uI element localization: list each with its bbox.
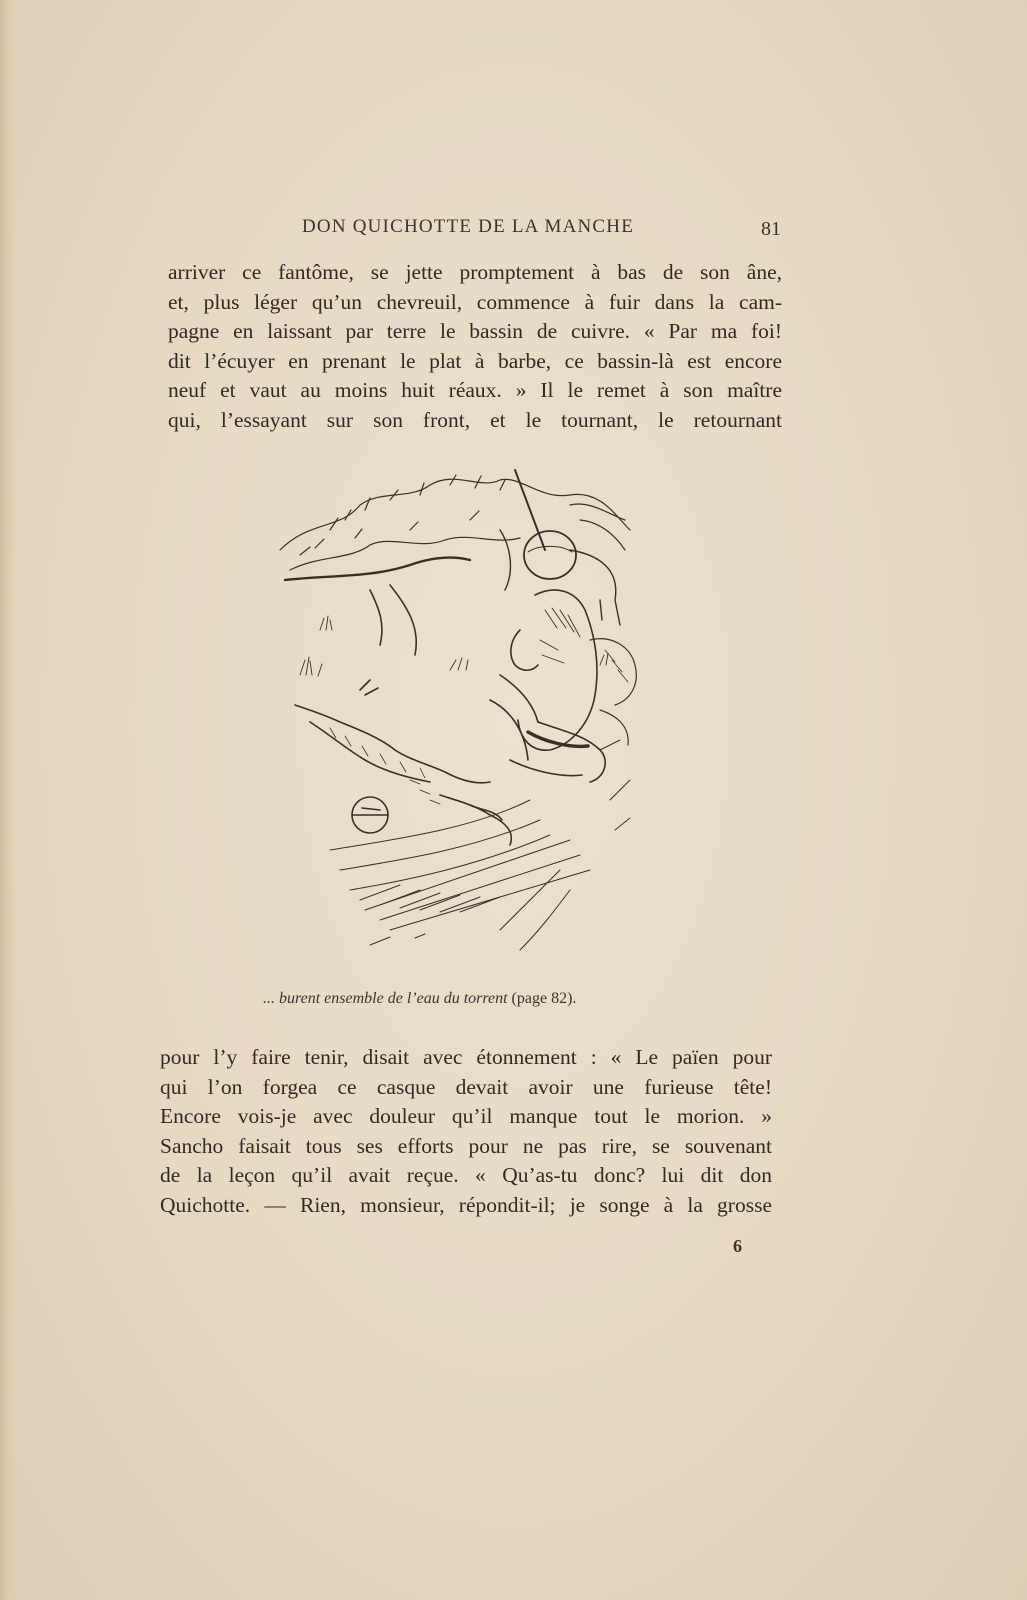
text-line: arriver ce fantôme, se jette promptement à bas de son âne,	[168, 260, 782, 284]
text-line: qui, l’essayant sur son front, et le tournant, le retournant	[168, 407, 782, 432]
text-line: pagne en laissant par terre le bassin de cuivre. « Par ma foi!	[168, 319, 782, 343]
torrent-hatching	[330, 740, 630, 950]
illustration-caption	[263, 990, 576, 1008]
paragraph-bottom	[160, 1043, 772, 1220]
caption-italic: ... burent ensemble de l’eau du torrent	[263, 990, 508, 1007]
page-number: 81	[761, 218, 781, 240]
paragraph-top	[168, 258, 782, 435]
caption-reference: (page 82).	[507, 990, 577, 1007]
page-gutter-shadow	[0, 0, 16, 1600]
text-line: et, plus léger qu’un chevreuil, commence à fuir dans la cam-	[168, 289, 782, 314]
text-line: pour l’y faire tenir, disait avec étonnement : « Le païen pour	[160, 1045, 772, 1069]
running-head: DON QUICHOTTE DE LA MANCHE	[302, 216, 635, 237]
text-line: neuf et vaut au moins huit réaux. » Il le remet à son maître	[168, 378, 782, 402]
text-line: de la leçon qu’il avait reçue. « Qu’as-tu donc? lui dit don	[160, 1163, 772, 1187]
signature-mark: 6	[733, 1236, 742, 1256]
engraving-illustration	[270, 460, 670, 980]
text-line: Quichotte. — Rien, monsieur, répondit-il; je songe à la grosse	[160, 1192, 772, 1217]
text-line: dit l’écuyer en prenant le plat à barbe, ce bassin-là est encore	[168, 348, 782, 373]
barber-basin	[524, 531, 576, 579]
tree-foliage	[280, 475, 630, 570]
text-line: Encore vois-je avec douleur qu’il manque tout le morion. »	[160, 1104, 772, 1128]
text-line: qui l’on forgea ce casque devait avoir une furieuse tête!	[160, 1074, 772, 1099]
sancho-figure	[490, 590, 605, 782]
text-line: Sancho faisait tous ses efforts pour ne pas rire, se souvenant	[160, 1133, 772, 1158]
tree-branch	[285, 558, 470, 580]
grass-tufts	[300, 616, 608, 676]
